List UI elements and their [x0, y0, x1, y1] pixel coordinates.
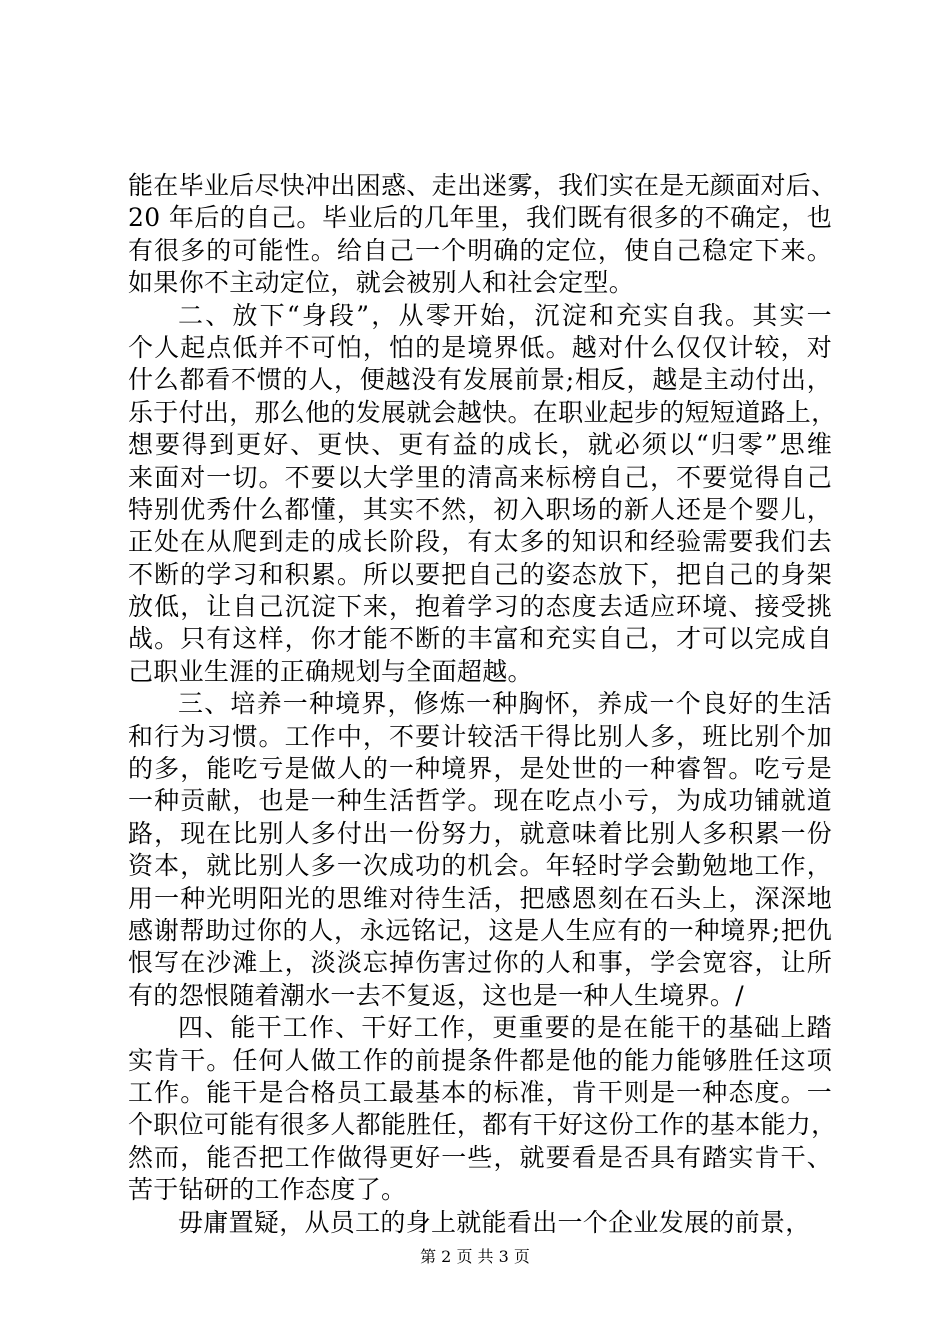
text-line: 和行为习惯。工作中，不要计较活干得比别人多，班比别个加 — [128, 721, 832, 751]
text-line: 什么都看不惯的人，便越没有发展前景;相反，越是主动付出， — [128, 365, 832, 395]
page-footer — [0, 1246, 950, 1268]
text-line: 如果你不主动定位，就会被别人和社会定型。 — [128, 268, 635, 298]
text-line: 战。只有这样，你才能不断的丰富和充实自己，才可以完成自 — [128, 624, 832, 654]
text-line: 实肯干。任何人做工作的前提条件都是他的能力能够胜任这项 — [128, 1045, 832, 1075]
text-line: 有的怨恨随着潮水一去不复返，这也是一种人生境界。/ — [128, 980, 744, 1010]
text-line: 不断的学习和积累。所以要把自己的姿态放下，把自己的身架 — [128, 559, 832, 589]
page-number-indicator: 第 2 页 共 3 页 — [420, 1247, 530, 1266]
text-line: 个职位可能有很多人都能胜任，都有干好这份工作的基本能力， — [128, 1110, 837, 1140]
text-line: 一种贡献，也是一种生活哲学。现在吃点小亏，为成功铺就道 — [128, 786, 832, 816]
text-line: 想要得到更好、更快、更有益的成长，就必须以“归零”思维 — [128, 430, 832, 460]
text-line: 己职业生涯的正确规划与全面超越。 — [128, 656, 533, 686]
body-text — [128, 170, 837, 1239]
text-line: 苦于钻研的工作态度了。 — [128, 1175, 407, 1205]
text-line: 来面对一切。不要以大学里的清高来标榜自己，不要觉得自己 — [128, 462, 832, 492]
text-line: 四、能干工作、干好工作，更重要的是在能干的基础上踏 — [178, 1013, 832, 1043]
text-line: 路，现在比别人多付出一份努力，就意味着比别人多积累一份 — [128, 818, 832, 848]
text-line: 用一种光明阳光的思维对待生活，把感恩刻在石头上，深深地 — [128, 883, 832, 913]
text-line: 资本，就比别人多一次成功的机会。年轻时学会勤勉地工作， — [128, 851, 832, 881]
text-line: 放低，让自己沉淀下来，抱着学习的态度去适应环境、接受挑 — [128, 592, 832, 622]
text-line: 工作。能干是合格员工最基本的标准，肯干则是一种态度。一 — [128, 1077, 832, 1107]
text-line: 的多，能吃亏是做人的一种境界，是处世的一种睿智。吃亏是 — [128, 754, 832, 784]
text-line: 有很多的可能性。给自己一个明确的定位，使自己稳定下来。 — [128, 235, 832, 265]
text-line: 感谢帮助过你的人，永远铭记，这是人生应有的一种境界;把仇 — [128, 915, 832, 945]
text-line: 特别优秀什么都懂，其实不然，初入职场的新人还是个婴儿， — [128, 494, 832, 524]
text-line: 恨写在沙滩上，淡淡忘掉伤害过你的人和事，学会宽容，让所 — [128, 948, 832, 978]
text-line: 能在毕业后尽快冲出困惑、走出迷雾，我们实在是无颜面对后、 — [128, 171, 837, 200]
text-line: 正处在从爬到走的成长阶段，有太多的知识和经验需要我们去 — [128, 527, 832, 557]
text-line: 20 年后的自己。毕业后的几年里，我们既有很多的不确定，也 — [128, 203, 832, 233]
text-line: 乐于付出，那么他的发展就会越快。在职业起步的短短道路上， — [128, 397, 837, 427]
text-line: 毋庸置疑，从员工的身上就能看出一个企业发展的前景， — [178, 1207, 811, 1237]
text-line: 二、放下“身段”，从零开始，沉淀和充实自我。其实一 — [178, 300, 832, 330]
text-line: 个人起点低并不可怕，怕的是境界低。越对什么仅仅计较，对 — [128, 332, 832, 362]
text-line: 三、培养一种境界，修炼一种胸怀，养成一个良好的生活 — [178, 689, 832, 719]
text-line: 然而，能否把工作做得更好一些，就要看是否具有踏实肯干、 — [128, 1142, 832, 1172]
